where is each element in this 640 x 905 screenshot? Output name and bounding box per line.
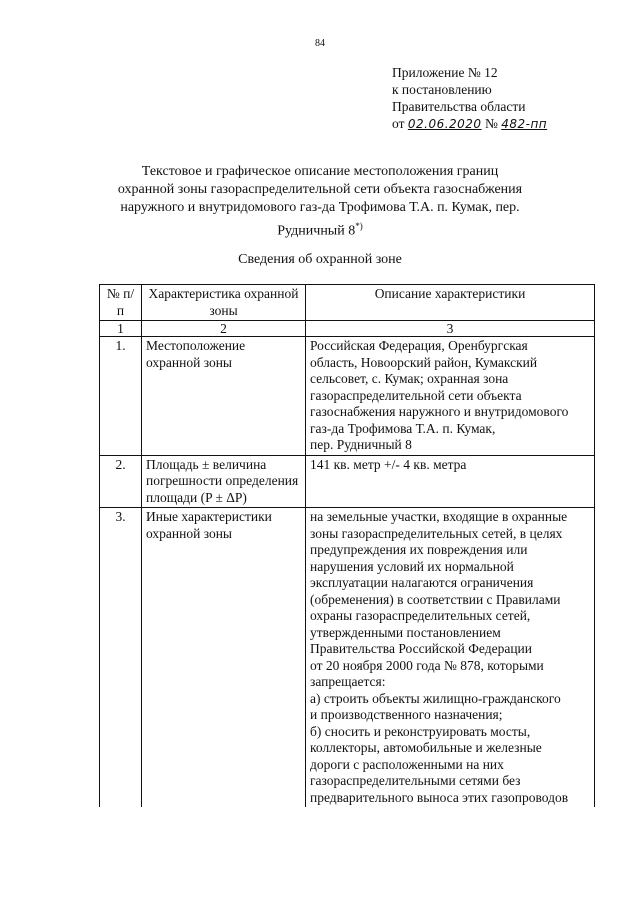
appendix-line-1: Приложение № 12 — [392, 65, 498, 80]
description-line: пер. Рудничный 8 — [310, 437, 412, 452]
protection-zone-table — [99, 284, 595, 807]
table-row — [100, 455, 595, 508]
row-description — [306, 508, 595, 808]
description-line: на земельные участки, входящие в охранные — [310, 509, 568, 524]
handwritten-number: 482-пп — [501, 117, 548, 131]
description-line: Правительства Российской Федерации — [310, 641, 532, 656]
row-num: 2. — [100, 455, 142, 508]
description-line: и производственного назначения; — [310, 707, 503, 722]
description-line: газораспределительной сети объекта — [310, 387, 522, 403]
table-row — [100, 337, 595, 456]
row-num: 1. — [100, 337, 142, 456]
document-title — [95, 163, 545, 241]
header-description: Описание характеристики — [306, 285, 595, 321]
appendix-block — [392, 64, 547, 133]
description-line: газоснабжения наружного и внутридомового — [310, 404, 569, 419]
description-line: зоны газораспределительных сетей, в целях — [310, 525, 563, 541]
appendix-date-line — [392, 115, 547, 133]
description-line: утвержденными постановлением — [310, 624, 501, 640]
section-subtitle: Сведения об охранной зоне — [238, 252, 402, 267]
date-prefix: от — [392, 116, 405, 131]
description-line: дороги с расположенными на них — [310, 756, 504, 772]
row-characteristic: Площадь ± величина погрешности определения площади (P ± ΔP) — [142, 455, 306, 508]
description-line: область, Новоорский район, Кумакский — [310, 354, 538, 370]
title-line-3: наружного и внутридомового газ-да Трофимова Т.А. п. Кумак, пер. — [120, 200, 520, 215]
page-number: 84 — [315, 38, 325, 49]
row-characteristic: Иные характеристики охранной зоны — [142, 508, 306, 808]
title-line-2: охранной зоны газораспределительной сети объекта газоснабжения — [117, 182, 523, 197]
description-line: (обременения) в соответствии с Правилами — [310, 591, 561, 607]
footnote-mark: *) — [355, 221, 363, 231]
column-number-1: 1 — [100, 321, 142, 337]
description-line: Российская Федерация, Оренбургская — [310, 338, 528, 353]
description-line: нарушения условий их нормальной — [310, 558, 514, 574]
description-line: а) строить объекты жилищно-гражданского — [310, 690, 561, 706]
title-line-1: Текстовое и графическое описание местоположения границ — [141, 164, 499, 179]
description-line: охраны газораспределительных сетей, — [310, 608, 531, 623]
table-row — [100, 508, 595, 808]
description-line: предварительного выноса этих газопроводов — [310, 789, 569, 805]
description-line: сельсовет, с. Кумак; охранная зона — [310, 371, 509, 386]
description-line: газораспределительными сетями без — [310, 773, 521, 788]
description-line: 141 кв. метр +/- 4 кв. метра — [310, 456, 467, 472]
column-number-row — [100, 321, 595, 337]
appendix-line-2: к постановлению — [392, 82, 492, 97]
number-prefix: № — [484, 116, 498, 131]
description-line: б) сносить и реконструировать мосты, — [310, 723, 531, 739]
header-num: № п/п — [100, 285, 142, 321]
column-number-2: 2 — [142, 321, 306, 337]
title-line-4 — [95, 217, 545, 241]
row-characteristic: Местоположение охранной зоны — [142, 337, 306, 456]
handwritten-date: 02.06.2020 — [407, 117, 482, 131]
appendix-line-3: Правительства области — [392, 99, 526, 114]
header-characteristic: Характеристика охранной зоны — [142, 285, 306, 321]
description-line: от 20 ноября 2000 года № 878, которыми — [310, 657, 544, 673]
row-description — [306, 455, 595, 508]
title-line-4-text: Рудничный 8 — [277, 223, 356, 239]
row-description — [306, 337, 595, 456]
table-header-row — [100, 285, 595, 321]
description-line: предупреждения их повреждения или — [310, 542, 528, 557]
column-number-3: 3 — [306, 321, 595, 337]
description-line: эксплуатации налагаются ограничения — [310, 575, 534, 590]
description-line: запрещается: — [310, 674, 386, 689]
row-num: 3. — [100, 508, 142, 808]
description-line: коллекторы, автомобильные и железные — [310, 740, 542, 755]
description-line: газ-да Трофимова Т.А. п. Кумак, — [310, 420, 496, 436]
